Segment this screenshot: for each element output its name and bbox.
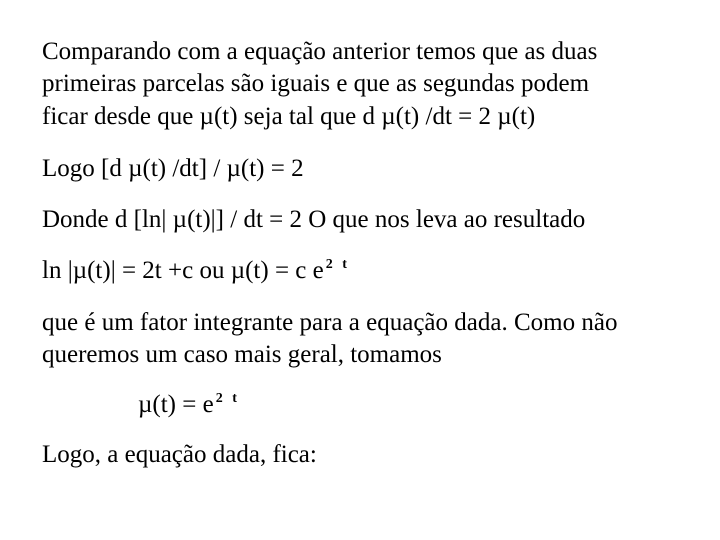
- paragraph-3: Donde d [ln| µ(t)|] / dt = 2 O que nos leva ao resultado: [42, 206, 586, 233]
- paragraph-5-line-2: queremos um caso mais geral, tomamos: [42, 341, 442, 368]
- paragraph-4: [42, 256, 350, 290]
- paragraph-1-line-1: Comparando com a equação anterior temos que as duas: [42, 38, 598, 65]
- paragraph-5-line-1: que é um fator integrante para a equação dada. Como não: [42, 309, 618, 336]
- equation-ln-mu: ln |µ(t)| = 2t +c ou µ(t) = c e: [42, 257, 324, 284]
- paragraph-7: Logo, a equação dada, fica:: [42, 441, 317, 468]
- equation-mu-result: [138, 390, 240, 424]
- exponent: 2 t: [325, 257, 350, 272]
- paragraph-2: Logo [d µ(t) /dt] / µ(t) = 2: [42, 155, 304, 182]
- equation-mu: µ(t) = e: [138, 391, 214, 418]
- paragraph-1-line-3: ficar desde que µ(t) seja tal que d µ(t) /dt = 2 µ(t): [42, 103, 536, 130]
- paragraph-1-line-2: primeiras parcelas são iguais e que as segundas podem: [42, 70, 590, 97]
- exponent: 2 t: [215, 391, 240, 406]
